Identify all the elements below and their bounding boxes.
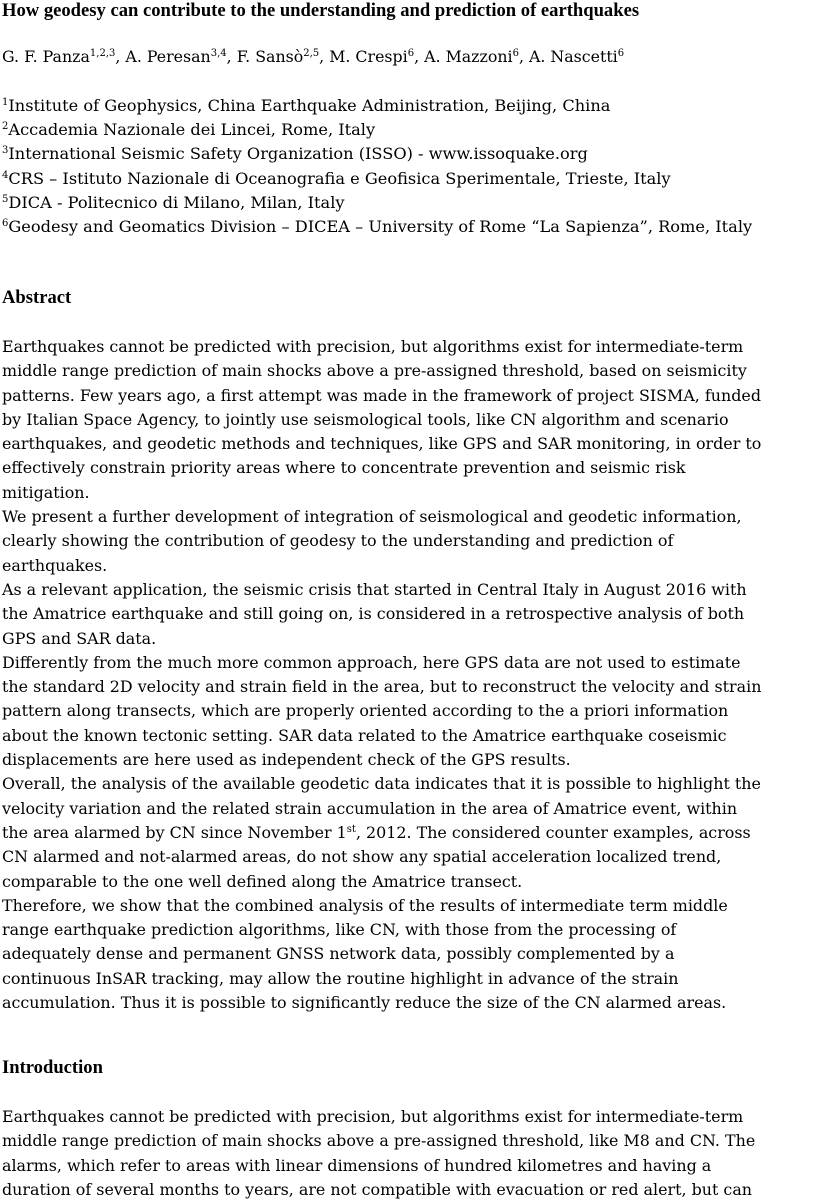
author-list: G. F. Panza$^{1,2,3}$, A. Peresan$^{3,4}$, F. Sansò$^{2,5}$, M. Crespi$^6$, A. Mazzoni$^6$, A. Nascetti$^6$ — [2, 47, 625, 66]
text-line: clearly showing the contribution of geodesy to the understanding and prediction of — [2, 531, 674, 551]
text-line: duration of several months to years, are not compatible with evacuation or red alert, but can — [2, 1179, 753, 1199]
text-line: pattern along transects, which are properly oriented according to the a priori information — [2, 701, 729, 721]
text-line: We present a further development of integration of seismological and geodetic information, — [2, 507, 742, 527]
text-line: about the known tectonic setting. SAR data related to the Amatrice earthquake coseismic — [2, 725, 727, 745]
author-affiliation-marker: 3,4 — [210, 48, 227, 59]
text-line: the Amatrice earthquake and still going on, is considered in a retrospective analysis of both — [2, 604, 745, 624]
affiliation-item — [2, 215, 752, 239]
author-affiliation-marker: 6 — [407, 48, 415, 59]
text-line: the standard 2D velocity and strain field in the area, but to reconstruct the velocity and strain — [2, 677, 762, 697]
author-name: A. Peresan — [125, 47, 211, 66]
text-line: effectively constrain priority areas where to concentrate prevention and seismic risk — [2, 458, 686, 478]
text-line: accumulation. Thus it is possible to significantly reduce the size of the CN alarmed areas. — [2, 993, 727, 1013]
affiliation-text: CRS – Istituto Nazionale di Oceanografia e Geofisica Sperimentale, Trieste, Italy — [8, 168, 671, 188]
text-line: comparable to the one well defined along the Amatrice transect. — [2, 871, 523, 891]
affiliation-item — [2, 142, 752, 166]
abstract-body — [2, 335, 761, 1015]
affiliation-number: 1 — [2, 97, 9, 108]
text-line: CN alarmed and not-alarmed areas, do not show any spatial acceleration localized trend, — [2, 847, 722, 867]
affiliation-text: International Seismic Safety Organization (ISSO) - www.issoquake.org — [8, 144, 588, 164]
abstract-heading: Abstract — [2, 287, 72, 308]
author-affiliation-marker: 1,2,3 — [89, 48, 116, 59]
introduction-body — [2, 1105, 755, 1200]
author-name: A. Nascetti — [528, 47, 618, 66]
text-line: Therefore, we show that the combined analysis of the results of intermediate term middle — [2, 895, 728, 915]
text-line: mitigation. — [2, 482, 90, 502]
text-line: As a relevant application, the seismic crisis that started in Central Italy in August 2016 with — [2, 579, 747, 599]
author-name: M. Crespi — [329, 47, 408, 66]
text-line: patterns. Few years ago, a first attempt was made in the framework of project SISMA, funded — [2, 385, 761, 405]
author-name: A. Mazzoni — [424, 47, 513, 66]
affiliation-item — [2, 118, 752, 142]
text-line: earthquakes. — [2, 555, 108, 575]
author-affiliation-marker: 2,5 — [303, 48, 320, 59]
author-affiliation-marker: 6 — [512, 48, 519, 59]
text-line: the area alarmed by CN since November 1st, 2012. The considered counter examples, across — [2, 822, 751, 842]
affiliation-item — [2, 167, 752, 191]
text-line: middle range prediction of main shocks above a pre-assigned threshold, based on seismicity — [2, 361, 747, 381]
introduction-heading: Introduction — [2, 1057, 103, 1078]
text-line: displacements are here used as independent check of the GPS results. — [2, 750, 571, 770]
text-line: alarms, which refer to areas with linear dimensions of hundred kilometres and having a — [2, 1155, 712, 1175]
affiliation-number: 6 — [2, 217, 9, 229]
text-line: Overall, the analysis of the available geodetic data indicates that it is possible to highlight the — [2, 774, 761, 794]
affiliation-text: DICA - Politecnico di Milano, Milan, Italy — [8, 192, 345, 212]
text-line: Earthquakes cannot be predicted with precision, but algorithms exist for intermediate-term — [2, 1107, 744, 1126]
text-line: continuous InSAR tracking, may allow the routine highlight in advance of the strain — [2, 968, 679, 988]
text-line: by Italian Space Agency, to jointly use seismological tools, like CN algorithm and scenario — [2, 409, 729, 429]
text-line: earthquakes, and geodetic methods and techniques, like GPS and SAR monitoring, in order to — [2, 434, 762, 454]
paper-title: How geodesy can contribute to the understanding and prediction of earthquakes — [2, 0, 640, 21]
text-line: range earthquake prediction algorithms, like CN, with those from the processing of — [2, 920, 677, 940]
text-line: middle range prediction of main shocks above a pre-assigned threshold, like M8 and CN. The — [2, 1131, 756, 1151]
author-name: G. F. Panza — [2, 47, 90, 66]
affiliation-text: Accademia Nazionale dei Lincei, Rome, Italy — [8, 120, 376, 140]
text-line: GPS and SAR data. — [2, 628, 157, 648]
affiliation-text: Geodesy and Geomatics Division – DICEA – University of Rome “La Sapienza”, Rome, Italy — [8, 216, 753, 236]
text-line: Differently from the much more common approach, here GPS data are not used to estimate — [2, 652, 741, 672]
affiliation-item — [2, 94, 752, 118]
affiliation-number: 5 — [2, 193, 9, 205]
affiliation-item — [2, 191, 752, 215]
text-line: adequately dense and permanent GNSS network data, possibly complemented by a — [2, 944, 675, 964]
affiliation-list — [2, 94, 752, 239]
text-line: Earthquakes cannot be predicted with precision, but algorithms exist for intermediate-term — [2, 337, 744, 356]
affiliation-text: Institute of Geophysics, China Earthquake Administration, Beijing, China — [8, 96, 611, 115]
affiliation-number: 4 — [2, 169, 9, 181]
affiliation-number: 3 — [2, 145, 9, 157]
text-line: velocity variation and the related strain accumulation in the area of Amatrice event, within — [2, 798, 738, 818]
author-name: F. Sansò — [236, 47, 304, 66]
author-affiliation-marker: 6 — [617, 48, 625, 59]
affiliation-number: 2 — [2, 121, 9, 133]
